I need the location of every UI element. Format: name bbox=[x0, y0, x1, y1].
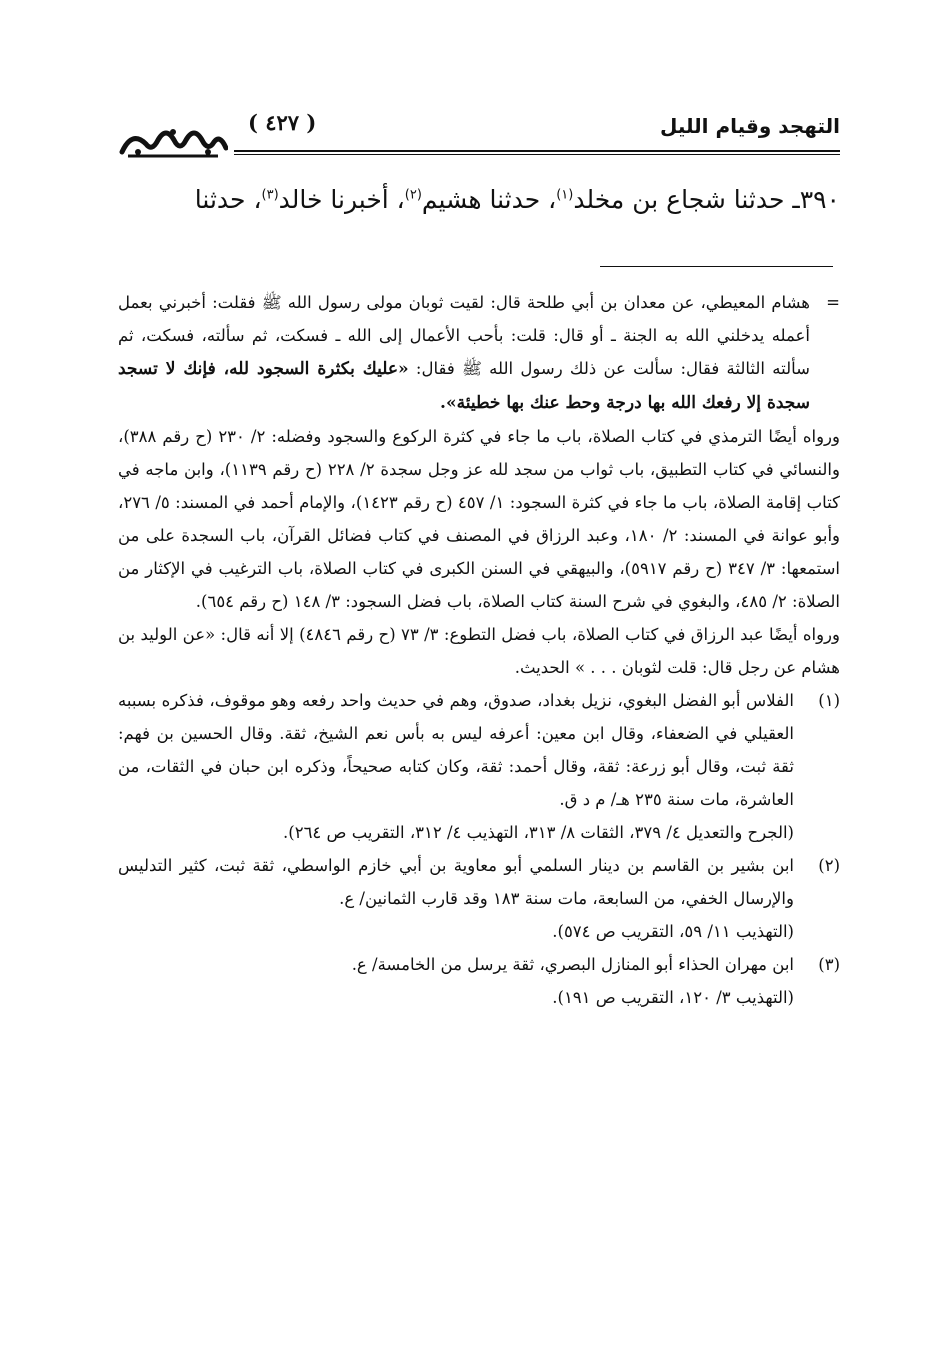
running-title: التهجد وقيام الليل bbox=[659, 114, 840, 138]
header-rule bbox=[234, 150, 840, 152]
header-rule-thin bbox=[234, 154, 840, 155]
footnote-3 bbox=[118, 948, 840, 1014]
footnote-ref-2: (٢) bbox=[404, 187, 422, 203]
footnote-2 bbox=[118, 849, 840, 948]
footnote-reference: (التهذيب ٣/ ١٢٠، التقريب ص ١٩١). bbox=[552, 988, 794, 1007]
footnote-number: (٢) bbox=[818, 856, 840, 875]
hadith-text bbox=[118, 180, 840, 220]
takhrij-paragraph-2: ورواه أيضًا عبد الرزاق في كتاب الصلاة، باب فضل التطوع: ٣/ ٧٣ (ح رقم ٤٨٤٦) إلا أنه قال: «عن الوليد بن هشام عن رجل قال: قلت لثوبان . . . » الحديث. bbox=[118, 625, 840, 677]
hadith-text-c: ، أخبرنا خالد bbox=[278, 185, 405, 214]
footnotes-section bbox=[118, 286, 840, 1014]
footnote-text: ابن مهران الحذاء أبو المنازل البصري، ثقة يرسل من الخامسة/ ع. bbox=[351, 955, 794, 974]
page-header bbox=[118, 108, 840, 168]
footnote-text: الفلاس أبو الفضل البغوي، نزيل بغداد، صدوق، وهم في حديث واحد رفعه وهو موقوف، فذكره بسببه العقيلي في الضعفاء، وقال ابن معين: أعرفه ليس به بأس نعم الشيخ، ثقة. وقال الحسين بن فهم: ثقة ثبت، وقال أبو زرعة: ثقة، وقال أحمد: ثقة، وكان كتابه صحيحاً، وذكره ابن حبان في الثقات، من العاشرة، مات سنة ٢٣٥ هـ/ م د ق. bbox=[118, 691, 794, 809]
footnote-ref-3: (٣) bbox=[261, 187, 279, 203]
continued-footnote bbox=[118, 286, 840, 420]
footnote-ref-1: (١) bbox=[556, 187, 574, 203]
footnote-1 bbox=[118, 684, 840, 849]
footnote-divider bbox=[600, 266, 833, 267]
continued-footnote-text: هشام المعيطي، عن معدان بن أبي طلحة قال: لقيت ثوبان مولى رسول الله ﷺ فقلت: أخبرني بعمل أعمله يدخلني الله به الجنة ـ أو قال: قلت: بأحب الأعمال إلى الله ـ فسكت، ثم سألته، فسكت، ثم سألته الثالثة فقال: سألت عن ذلك رسول الله ﷺ فقال: bbox=[118, 293, 810, 378]
decorative-ornament-icon bbox=[118, 122, 228, 162]
footnote-reference: (الجرح والتعديل ٤/ ٣٧٩، الثقات ٨/ ٣١٣، التهذيب ٤/ ٣١٢، التقريب ص ٢٦٤). bbox=[283, 823, 794, 842]
hadith-number: ٣٩٠ bbox=[799, 185, 840, 214]
footnote-number: (٣) bbox=[818, 955, 840, 974]
footnote-text: ابن بشير بن القاسم بن دينار السلمي أبو معاوية بن أبي خازم الواسطي، ثقة ثبت، كثير التدليس والإرسال الخفي، من السابعة، مات سنة ١٨٣ وقد قارب الثمانين/ ع. bbox=[118, 856, 794, 908]
hadith-text-d: ، حدثنا bbox=[194, 185, 262, 214]
page-number: ( ٤٢٧ ) bbox=[248, 110, 317, 135]
hadith-quote: «عليك بكثرة السجود لله، فإنك لا تسجد سجدة إلا رفعك الله بها درجة وحط عنك بها خطيئة». bbox=[118, 359, 810, 413]
hadith-text-a: ـ حدثنا شجاع بن مخلد bbox=[573, 185, 800, 214]
hadith-text-b: ، حدثنا هشيم bbox=[421, 185, 557, 214]
footnote-number: (١) bbox=[818, 691, 840, 710]
takhrij-paragraph-1: ورواه أيضًا الترمذي في كتاب الصلاة، باب ما جاء في كثرة الركوع والسجود وفضله: ٢/ ٢٣٠ (ح رقم ٣٨٨)، والنسائي في كتاب التطبيق، باب ثواب من سجد لله عز وجل سجدة ٢/ ٢٢٨ (ح رقم ١١٣٩)، وابن ماجه في كتاب إقامة الصلاة، باب ما جاء في كثرة السجود: ١/ ٤٥٧ (ح رقم ١٤٢٣)، والإمام أحمد في المسند: ٥/ ٢٧٦، وأبو عوانة في المسند: ٢/ ١٨٠، وعبد الرزاق في المصنف في كتاب فضائل القرآن، باب السجدة على من استمعها: ٣/ ٣٤٧ (ح رقم ٥٩١٧)، والبيهقي في السنن الكبرى في كتاب الصلاة، باب الترغيب في الإكثار من الصلاة: ٢/ ٤٨٥، والبغوي في شرح السنة كتاب الصلاة، باب فضل السجود: ٣/ ١٤٨ (ح رقم ٦٥٤). bbox=[118, 427, 841, 611]
footnote-reference: (التهذيب ١١/ ٥٩، التقريب ص ٥٧٤). bbox=[552, 922, 794, 941]
continuation-mark: = bbox=[826, 293, 840, 312]
